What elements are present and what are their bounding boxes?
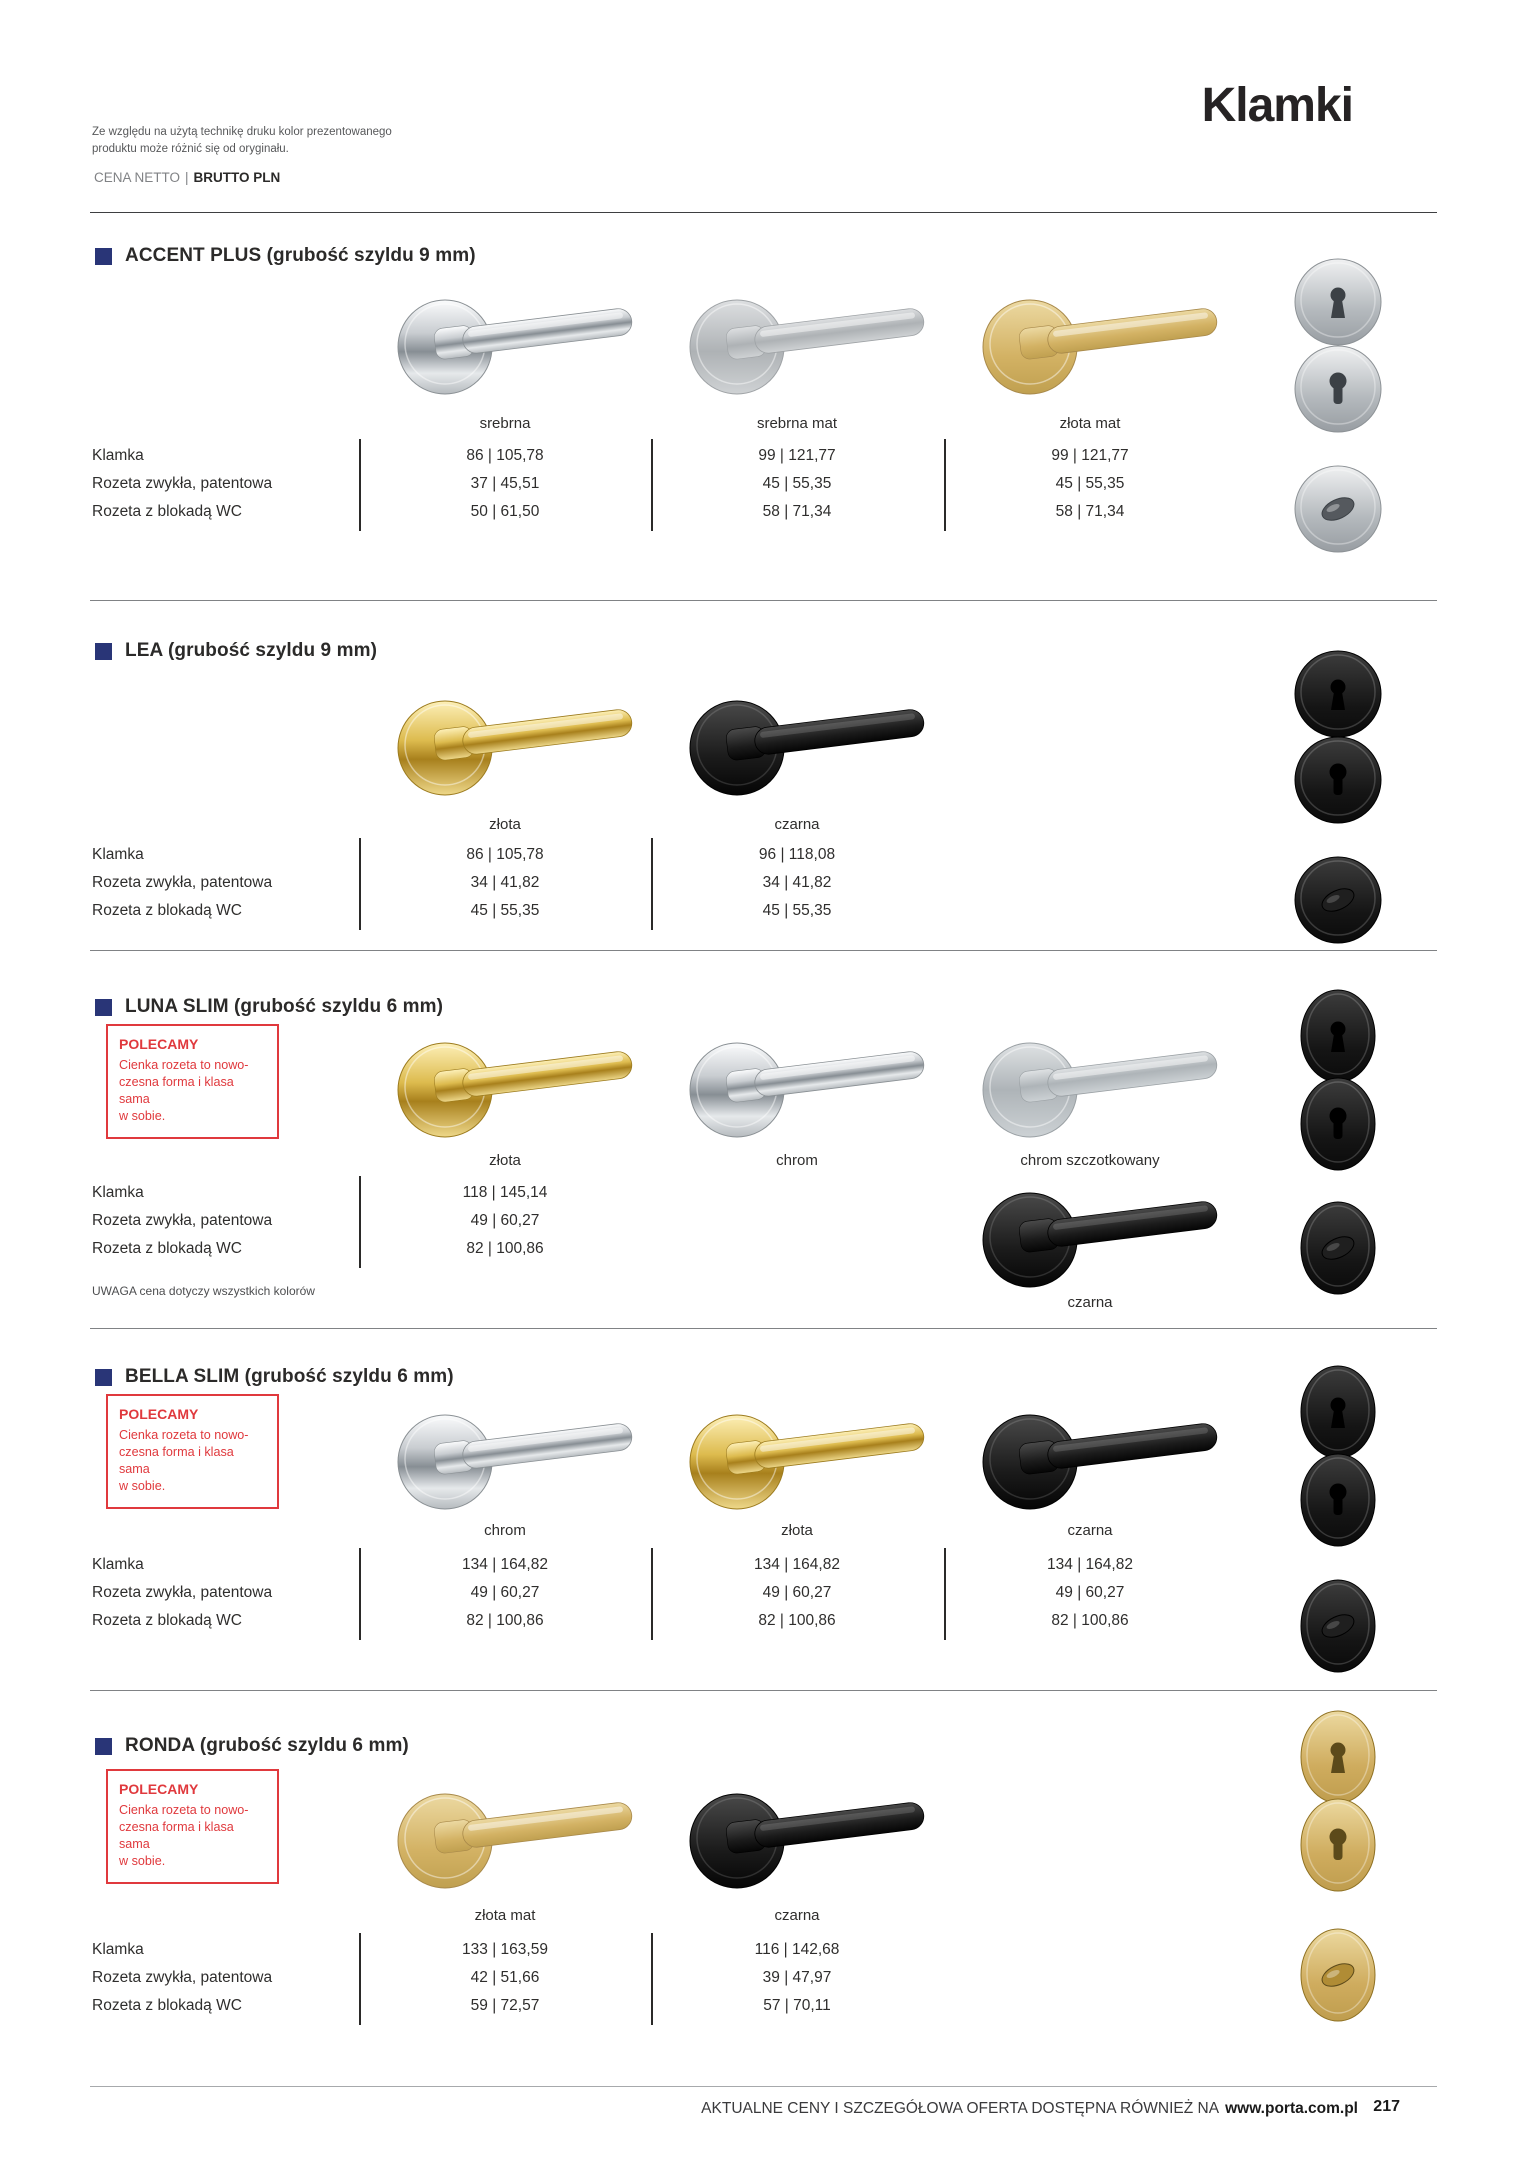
- door-handle-graphic: [675, 686, 935, 804]
- price-value: 45 | 55,35: [1055, 475, 1125, 492]
- price-row-label: Klamka: [92, 447, 144, 464]
- handle-photo-srebrna: [383, 285, 643, 403]
- price-row-label: Klamka: [92, 1184, 144, 1201]
- price-value: 42 | 51,66: [470, 1969, 540, 1986]
- door-handle-graphic: [675, 285, 935, 403]
- wc-rosette: [1292, 1574, 1384, 1674]
- price-value: 82 | 100,86: [758, 1612, 836, 1629]
- recommended-text-line: Cienka rozeta to nowo-: [119, 1428, 249, 1442]
- price-value: 49 | 60,27: [470, 1212, 540, 1229]
- print-disclaimer-line1: Ze względu na użytą technikę druku kolor prezentowanego: [92, 126, 392, 138]
- finish-label-chrom: chrom: [484, 1522, 526, 1539]
- section-luna-slim: [0, 996, 1527, 1311]
- price-value: 58 | 71,34: [762, 503, 832, 520]
- finish-label-złota: złota: [489, 816, 521, 833]
- price-value: 86 | 105,78: [466, 447, 544, 464]
- price-value: 133 | 163,59: [462, 1941, 548, 1958]
- column-divider: [944, 439, 946, 531]
- wc-rosette-graphic: [1292, 457, 1384, 557]
- key-rosette: [1292, 984, 1384, 1084]
- price-value: 134 | 164,82: [462, 1556, 548, 1573]
- pz-rosette: [1292, 728, 1384, 828]
- pz-rosette: [1292, 1072, 1384, 1172]
- section-bullet-square: [95, 248, 112, 265]
- footer-note-text: AKTUALNE CENY I SZCZEGÓŁOWA OFERTA DOSTĘPNA RÓWNIEŻ NA: [701, 2100, 1220, 2117]
- finish-label-czarna: czarna: [774, 1907, 820, 1924]
- door-handle-graphic: [383, 686, 643, 804]
- handle-photo-czarna: [968, 1400, 1228, 1518]
- handle-photo-złota: [383, 686, 643, 804]
- price-row-label: Klamka: [92, 1941, 144, 1958]
- key-rosette: [1292, 1705, 1384, 1805]
- section-header: [95, 640, 377, 662]
- section-header: [95, 1366, 454, 1388]
- recommended-box: [106, 1024, 279, 1139]
- price-note-brutto: BRUTTO PLN: [193, 170, 281, 185]
- footer-divider: [90, 2086, 1437, 2087]
- finish-label-złota: złota: [781, 1522, 813, 1539]
- price-value: 45 | 55,35: [762, 475, 832, 492]
- price-value: 45 | 55,35: [762, 902, 832, 919]
- door-handle-graphic: [383, 285, 643, 403]
- handle-photo-złota-mat: [968, 285, 1228, 403]
- price-row-label: Rozeta z blokadą WC: [92, 1240, 242, 1257]
- key-rosette-graphic: [1292, 984, 1384, 1084]
- price-value: 116 | 142,68: [754, 1941, 840, 1958]
- print-disclaimer: [92, 124, 392, 158]
- pz-rosette-graphic: [1292, 728, 1384, 828]
- price-value: 86 | 105,78: [466, 846, 544, 863]
- key-rosette-graphic: [1292, 642, 1384, 742]
- section-title: LEA (grubość szyldu 9 mm): [125, 640, 377, 661]
- price-value: 49 | 60,27: [470, 1584, 540, 1601]
- price-row-label: Klamka: [92, 1556, 144, 1573]
- key-rosette: [1292, 642, 1384, 742]
- handle-photo-chrom-szczotkowany: [968, 1028, 1228, 1146]
- price-value: 99 | 121,77: [1051, 447, 1129, 464]
- wc-rosette: [1292, 1923, 1384, 2023]
- column-divider: [359, 1176, 361, 1268]
- price-row-label: Rozeta zwykła, patentowa: [92, 1212, 273, 1229]
- finish-label-czarna: czarna: [1067, 1522, 1113, 1539]
- section-bella-slim: [0, 1366, 1527, 1629]
- pz-rosette-graphic: [1292, 1072, 1384, 1172]
- handle-photo-czarna: [968, 1178, 1228, 1296]
- price-row-label: Rozeta zwykła, patentowa: [92, 874, 273, 891]
- section-header: [95, 1735, 409, 1757]
- wc-rosette-graphic: [1292, 848, 1384, 948]
- price-note: [94, 170, 280, 185]
- footer-note: [701, 2100, 1358, 2118]
- section-header: [95, 996, 443, 1018]
- column-divider: [359, 1548, 361, 1640]
- wc-rosette: [1292, 1196, 1384, 1296]
- section-bullet-square: [95, 1369, 112, 1386]
- price-row-label: Rozeta zwykła, patentowa: [92, 475, 273, 492]
- section-title: BELLA SLIM (grubość szyldu 6 mm): [125, 1366, 454, 1387]
- finish-label-złota-mat: złota mat: [1059, 415, 1121, 432]
- section-bullet-square: [95, 1738, 112, 1755]
- wc-rosette-graphic: [1292, 1574, 1384, 1674]
- recommended-text-line: Cienka rozeta to nowo-: [119, 1058, 249, 1072]
- wc-rosette-graphic: [1292, 1196, 1384, 1296]
- wc-rosette: [1292, 848, 1384, 948]
- finish-label-złota: złota: [489, 1152, 521, 1169]
- key-rosette-graphic: [1292, 1360, 1384, 1460]
- section-title: RONDA (grubość szyldu 6 mm): [125, 1735, 409, 1756]
- column-divider: [651, 838, 653, 930]
- price-row-label: Klamka: [92, 846, 144, 863]
- price-row-label: Rozeta z blokadą WC: [92, 1612, 242, 1629]
- column-divider: [651, 1548, 653, 1640]
- door-handle-graphic: [383, 1779, 643, 1897]
- pz-rosette-graphic: [1292, 1793, 1384, 1893]
- handle-photo-złota-mat: [383, 1779, 643, 1897]
- price-value: 82 | 100,86: [1051, 1612, 1129, 1629]
- recommended-title: POLECAMY: [119, 1406, 199, 1422]
- wc-rosette-graphic: [1292, 1923, 1384, 2023]
- price-value: 134 | 164,82: [754, 1556, 840, 1573]
- section-accent-plus: [0, 245, 1527, 520]
- section-ronda: [0, 1735, 1527, 2014]
- finish-label-srebrna-mat: srebrna mat: [756, 415, 838, 432]
- section-divider: [90, 1328, 1437, 1329]
- column-divider: [359, 1933, 361, 2025]
- handle-photo-srebrna-mat: [675, 285, 935, 403]
- price-value: 118 | 145,14: [462, 1184, 548, 1201]
- key-rosette-graphic: [1292, 1705, 1384, 1805]
- price-row-label: Rozeta z blokadą WC: [92, 503, 242, 520]
- handle-photo-chrom: [675, 1028, 935, 1146]
- price-value: 99 | 121,77: [758, 447, 836, 464]
- door-handle-graphic: [675, 1028, 935, 1146]
- door-handle-graphic: [675, 1400, 935, 1518]
- price-value: 49 | 60,27: [1055, 1584, 1125, 1601]
- door-handle-graphic: [968, 1028, 1228, 1146]
- recommended-text-line: Cienka rozeta to nowo-: [119, 1803, 249, 1817]
- price-row-label: Rozeta z blokadą WC: [92, 902, 242, 919]
- page-number: 217: [1373, 2098, 1400, 2115]
- price-value: 59 | 72,57: [470, 1997, 540, 2014]
- door-handle-graphic: [383, 1400, 643, 1518]
- section-title: ACCENT PLUS (grubość szyldu 9 mm): [125, 245, 476, 266]
- print-disclaimer-line2: produktu może różnić się od oryginału.: [92, 143, 289, 155]
- page-title: Klamki: [1201, 79, 1353, 132]
- wc-rosette: [1292, 457, 1384, 557]
- section-header: [95, 245, 476, 267]
- price-row-label: Rozeta z blokadą WC: [92, 1997, 242, 2014]
- price-value: 96 | 118,08: [758, 846, 836, 863]
- section-bullet-square: [95, 999, 112, 1016]
- pz-rosette: [1292, 337, 1384, 437]
- price-row-label: Rozeta zwykła, patentowa: [92, 1584, 273, 1601]
- price-note-all-colors: UWAGA cena dotyczy wszystkich kolorów: [92, 1284, 315, 1298]
- recommended-text-line: w sobie.: [119, 1854, 166, 1868]
- finish-label-srebrna: srebrna: [479, 415, 531, 432]
- section-bullet-square: [95, 643, 112, 660]
- column-divider: [359, 838, 361, 930]
- section-divider: [90, 1690, 1437, 1691]
- price-value: 82 | 100,86: [466, 1612, 544, 1629]
- pz-rosette-graphic: [1292, 1448, 1384, 1548]
- section-divider: [90, 600, 1437, 601]
- finish-label-chrom: chrom: [776, 1152, 818, 1169]
- recommended-title: POLECAMY: [119, 1036, 199, 1052]
- column-divider: [944, 1548, 946, 1640]
- price-value: 58 | 71,34: [1055, 503, 1125, 520]
- handle-photo-chrom: [383, 1400, 643, 1518]
- recommended-text-line: czesna forma i klasa sama: [119, 1820, 234, 1851]
- recommended-box: [106, 1394, 279, 1509]
- price-value: 82 | 100,86: [466, 1240, 544, 1257]
- finish-label-złota-mat: złota mat: [474, 1907, 536, 1924]
- recommended-text-line: czesna forma i klasa sama: [119, 1445, 234, 1476]
- key-rosette: [1292, 1360, 1384, 1460]
- header-divider: [90, 212, 1437, 213]
- price-value: 34 | 41,82: [762, 874, 832, 891]
- section-divider: [90, 950, 1437, 951]
- pz-rosette-graphic: [1292, 337, 1384, 437]
- recommended-text-line: w sobie.: [119, 1109, 166, 1123]
- door-handle-graphic: [383, 1028, 643, 1146]
- section-title: LUNA SLIM (grubość szyldu 6 mm): [125, 996, 444, 1017]
- recommended-text-line: w sobie.: [119, 1479, 166, 1493]
- door-handle-graphic: [968, 285, 1228, 403]
- price-value: 37 | 45,51: [470, 475, 540, 492]
- handle-photo-złota: [383, 1028, 643, 1146]
- column-divider: [359, 439, 361, 531]
- price-note-separator: |: [185, 170, 189, 185]
- finish-label-czarna: czarna: [774, 816, 820, 833]
- door-handle-graphic: [968, 1178, 1228, 1296]
- recommended-box: [106, 1769, 279, 1884]
- section-lea: [0, 640, 1527, 919]
- key-rosette: [1292, 250, 1384, 350]
- price-row-label: Rozeta zwykła, patentowa: [92, 1969, 273, 1986]
- door-handle-graphic: [675, 1779, 935, 1897]
- price-value: 45 | 55,35: [470, 902, 540, 919]
- price-value: 39 | 47,97: [762, 1969, 832, 1986]
- door-handle-graphic: [968, 1400, 1228, 1518]
- price-value: 57 | 70,11: [763, 1997, 831, 2014]
- column-divider: [651, 439, 653, 531]
- price-value: 49 | 60,27: [762, 1584, 832, 1601]
- pz-rosette: [1292, 1793, 1384, 1893]
- handle-photo-czarna: [675, 1779, 935, 1897]
- price-value: 50 | 61,50: [470, 503, 540, 520]
- price-note-netto: CENA NETTO: [94, 170, 181, 185]
- finish-label-chrom-szczotkowany: chrom szczotkowany: [1020, 1152, 1160, 1169]
- finish-label-czarna: czarna: [1067, 1294, 1113, 1311]
- handle-photo-czarna: [675, 686, 935, 804]
- footer-url[interactable]: www.porta.com.pl: [1225, 2100, 1358, 2117]
- price-value: 34 | 41,82: [470, 874, 540, 891]
- recommended-text-line: czesna forma i klasa sama: [119, 1075, 234, 1106]
- pz-rosette: [1292, 1448, 1384, 1548]
- column-divider: [651, 1933, 653, 2025]
- recommended-title: POLECAMY: [119, 1781, 199, 1797]
- key-rosette-graphic: [1292, 250, 1384, 350]
- price-value: 134 | 164,82: [1047, 1556, 1133, 1573]
- handle-photo-złota: [675, 1400, 935, 1518]
